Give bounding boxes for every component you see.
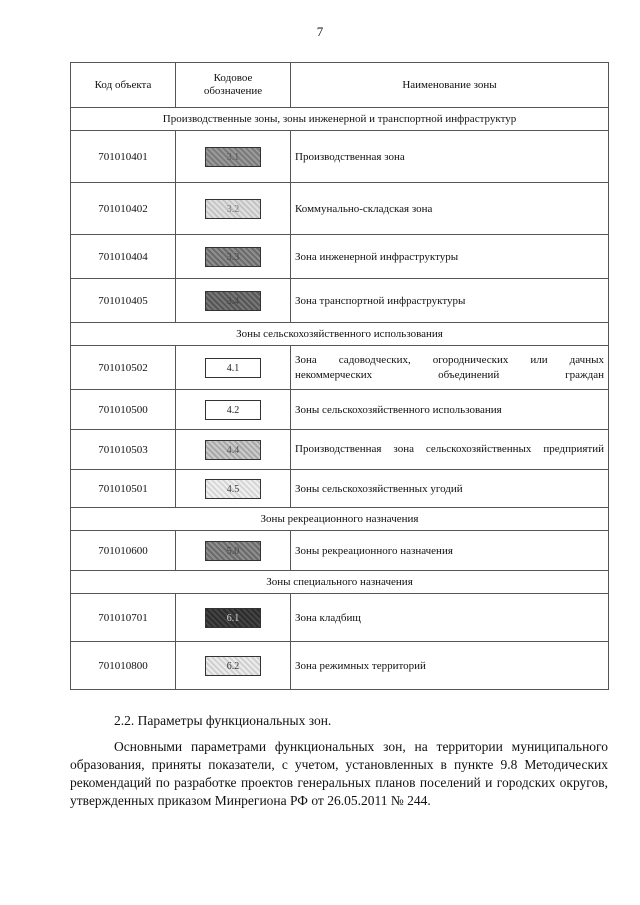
zone-name: Зоны сельскохозяйственных угодий xyxy=(291,470,609,508)
zone-symbol-swatch: 4.1 xyxy=(205,358,261,378)
zone-name: Зоны сельскохозяйственного использования xyxy=(291,390,609,430)
zone-name: Зона садоводческих, огороднических или дачных некоммерческих объединений граждан xyxy=(291,346,609,390)
zones-table xyxy=(70,62,609,690)
object-code: 701010701 xyxy=(71,594,176,642)
section-row xyxy=(71,508,609,531)
section-row xyxy=(71,108,609,131)
zone-symbol-swatch: 3.2 xyxy=(205,199,261,219)
section-title: Производственные зоны, зоны инженерной и транспортной инфраструктур xyxy=(71,108,609,131)
zone-name: Зона кладбищ xyxy=(291,594,609,642)
object-code: 701010402 xyxy=(71,183,176,235)
section-title: Зоны специального назначения xyxy=(71,571,609,594)
zone-name: Зона транспортной инфраструктуры xyxy=(291,279,609,323)
zone-symbol-swatch: 4.5 xyxy=(205,479,261,499)
page-number: 7 xyxy=(316,24,324,39)
header-symbol: Кодовое обозначение xyxy=(176,63,291,108)
table-row xyxy=(71,470,609,508)
zone-symbol-swatch: 3.3 xyxy=(205,247,261,267)
zone-name: Зона режимных территорий xyxy=(291,642,609,690)
zone-name: Производственная зона xyxy=(291,131,609,183)
zone-symbol-swatch: 3.1 xyxy=(205,147,261,167)
object-code: 701010500 xyxy=(71,390,176,430)
section-row xyxy=(71,323,609,346)
table-row xyxy=(71,390,609,430)
object-code: 701010800 xyxy=(71,642,176,690)
object-code: 701010401 xyxy=(71,131,176,183)
object-code: 701010404 xyxy=(71,235,176,279)
table-row xyxy=(71,594,609,642)
object-code: 701010405 xyxy=(71,279,176,323)
zone-symbol-swatch: 4.4 xyxy=(205,440,261,460)
table-row xyxy=(71,235,609,279)
zone-symbol-swatch: 3.4 xyxy=(205,291,261,311)
zone-symbol-swatch: 5.0 xyxy=(205,541,261,561)
header-name: Наименование зоны xyxy=(291,63,609,108)
zone-symbol-swatch: 6.1 xyxy=(205,608,261,628)
table-row xyxy=(71,430,609,470)
table-row xyxy=(71,279,609,323)
section-title: Зоны рекреационного назначения xyxy=(71,508,609,531)
zone-name: Коммунально-складская зона xyxy=(291,183,609,235)
table-row xyxy=(71,642,609,690)
object-code: 701010600 xyxy=(71,531,176,571)
header-code: Код объекта xyxy=(71,63,176,108)
object-code: 701010503 xyxy=(71,430,176,470)
table-row xyxy=(71,531,609,571)
zone-name: Зона инженерной инфраструктуры xyxy=(291,235,609,279)
table-row xyxy=(71,346,609,390)
zone-symbol-swatch: 6.2 xyxy=(205,656,261,676)
zone-name: Производственная зона сельскохозяйственных предприятий xyxy=(291,430,609,470)
table-row xyxy=(71,131,609,183)
table-header-row xyxy=(71,63,609,108)
table-row xyxy=(71,183,609,235)
section-subheading: 2.2. Параметры функциональных зон. xyxy=(114,713,332,728)
section-row xyxy=(71,571,609,594)
zone-symbol-swatch: 4.2 xyxy=(205,400,261,420)
body-paragraph: Основными параметрами функциональных зон, на территории муниципального образования, приняты показатели, с учетом, установленных в пункте 9.8 Методических рекомендаций по разработке проектов генеральных планов поселений и городских округов, утвержденных приказом Минрегиона РФ от 26.05.2011 № 244. xyxy=(70,739,608,808)
object-code: 701010501 xyxy=(71,470,176,508)
zone-name: Зоны рекреационного назначения xyxy=(291,531,609,571)
object-code: 701010502 xyxy=(71,346,176,390)
section-title: Зоны сельскохозяйственного использования xyxy=(71,323,609,346)
